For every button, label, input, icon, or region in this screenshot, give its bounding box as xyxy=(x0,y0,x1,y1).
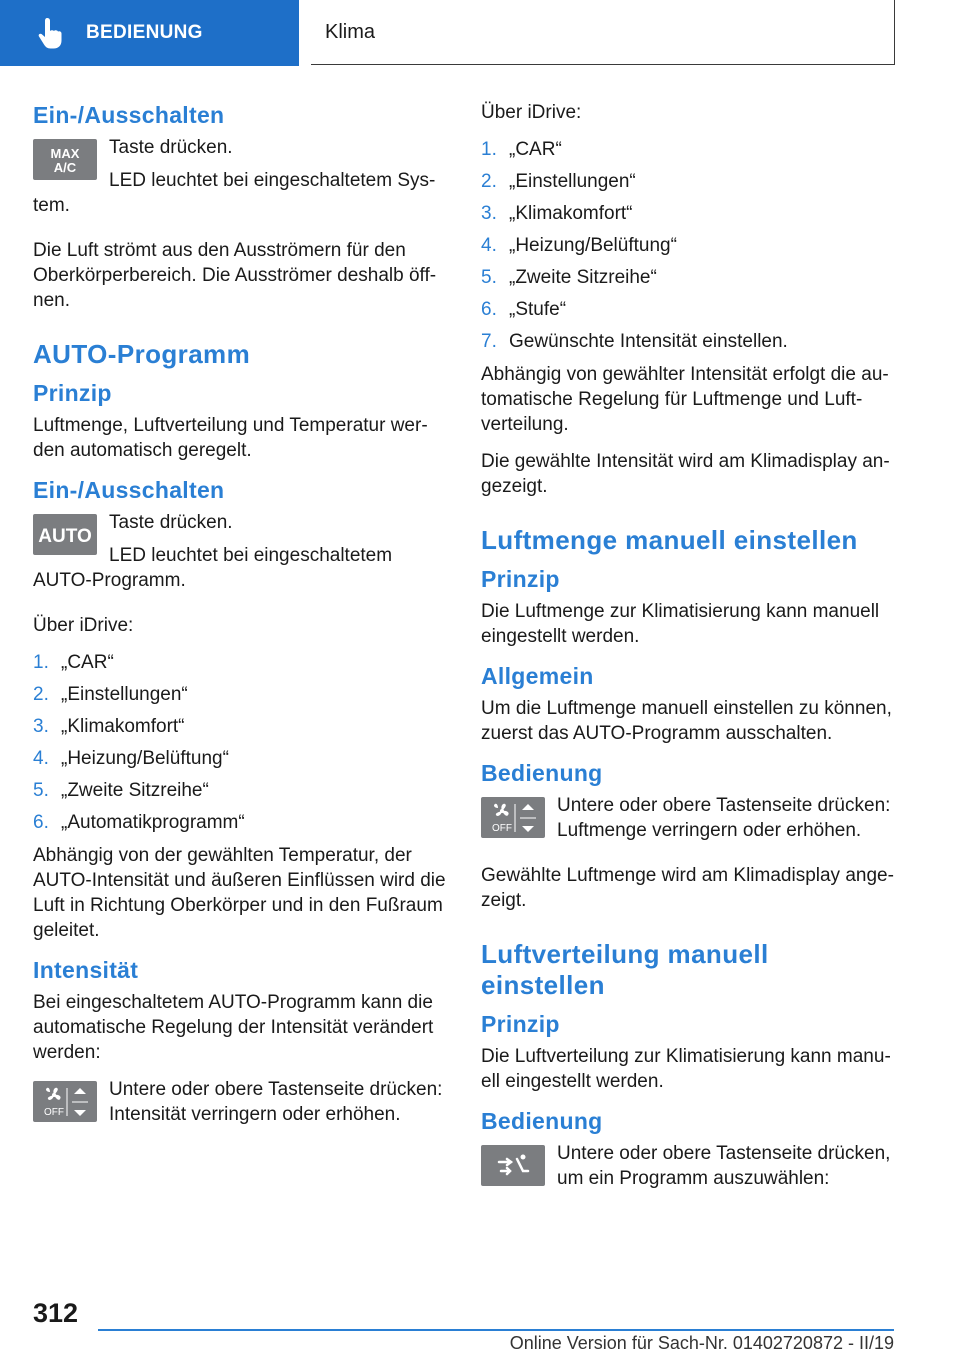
list-item: 1. „CAR“ xyxy=(481,139,562,160)
heading-on-off-auto: Ein-/Ausschalten xyxy=(33,477,225,503)
svg-text:OFF: OFF xyxy=(44,1106,64,1118)
air-distribution-button-icon xyxy=(481,1145,545,1186)
chapter-title: Klima xyxy=(325,20,376,43)
max-ac-instruction xyxy=(33,135,449,226)
paragraph-intensity-display: Die gewählte Intensität wird am Klimadisplay angezeigt. xyxy=(481,451,890,497)
auto-button-icon xyxy=(33,514,97,555)
list-item: 3. „Klimakomfort“ xyxy=(481,203,633,224)
paragraph-intensity-regulation: Abhängig von gewählter Intensität erfolgt die automatische Regelung für Luftmenge und Luftverteilung. xyxy=(481,364,889,435)
list-item: 2. „Einstellungen“ xyxy=(481,171,636,192)
instruction-press: Taste drücken. xyxy=(109,137,233,158)
paragraph-principle: Die Luftmenge zur Klimatisierung kann manuell eingestellt werden. xyxy=(481,601,880,647)
paragraph-auto-distribution: Abhängig von der gewählten Temperatur, der AUTO-Intensität und äußeren Einflüssen wird die Luft in Richtung Oberkörper und in den Fußraum geleitet. xyxy=(33,845,446,941)
max-ac-button-icon xyxy=(33,139,97,180)
instruction-led: LED leuchtet bei eingeschaltetem System. xyxy=(33,170,436,216)
heading-on-off: Ein-/Ausschalten xyxy=(33,102,225,128)
heading-general: Allgemein xyxy=(481,663,594,689)
chapter-header xyxy=(311,0,895,65)
heading-intensity: Intensität xyxy=(33,957,139,983)
svg-text:A/C: A/C xyxy=(53,159,77,175)
heading-distribution-manual: Luftverteilung manuell einstellen xyxy=(481,939,769,1000)
fan-off-rocker-icon xyxy=(481,797,545,838)
hand-touch-icon xyxy=(34,14,72,52)
instruction-press: Taste drücken. xyxy=(109,512,233,533)
list-item: 7. Gewünschte Intensität einstellen. xyxy=(481,331,788,352)
svg-text:MAX: MAX xyxy=(50,145,80,161)
idrive-label: Über iDrive: xyxy=(481,102,582,123)
paragraph-general: Um die Luftmenge manuell einstellen zu können, zuerst das AUTO-Programm ausschalten. xyxy=(481,698,892,744)
page-number: 312 xyxy=(33,1298,79,1328)
heading-principle: Prinzip xyxy=(481,566,560,592)
footer-text: Online Version für Sach-Nr. 01402720872 - II/19 xyxy=(509,1333,894,1353)
section-tab xyxy=(0,0,299,66)
svg-text:OFF: OFF xyxy=(492,822,512,834)
instruction-rocker: Untere oder obere Tastenseite drücken, um ein Programm auszuwählen: xyxy=(557,1143,891,1189)
svg-text:AUTO: AUTO xyxy=(38,525,92,547)
list-item: 5. „Zweite Sitzreihe“ xyxy=(481,267,657,288)
distribution-instruction xyxy=(481,1141,897,1199)
right-column xyxy=(481,100,897,1211)
list-item: 3. „Klimakomfort“ xyxy=(33,716,185,737)
list-item: 4. „Heizung/Belüftung“ xyxy=(481,235,677,256)
heading-operation: Bedienung xyxy=(481,760,603,786)
intensity-instruction xyxy=(33,1077,449,1135)
instruction-led: LED leuchtet bei eingeschaltetem AUTO-Programm. xyxy=(33,545,393,591)
idrive-steps xyxy=(33,650,449,835)
heading-airflow-manual: Luftmenge manuell einstellen xyxy=(481,525,858,555)
list-item: 6. „Stufe“ xyxy=(481,299,567,320)
left-column xyxy=(33,100,449,1147)
paragraph-principle: Die Luftverteilung zur Klimatisierung kann manuell eingestellt werden. xyxy=(481,1046,891,1092)
instruction-rocker: Untere oder obere Tastenseite drücken: Luftmenge verringern oder erhöhen. xyxy=(557,795,891,841)
heading-operation: Bedienung xyxy=(481,1108,603,1134)
instruction-rocker: Untere oder obere Tastenseite drücken: Intensität verringern oder erhöhen. xyxy=(109,1079,443,1125)
paragraph-airflow: Die Luft strömt aus den Ausströmern für den Oberkörperbereich. Die Ausströmer deshalb öffnen. xyxy=(33,240,437,311)
heading-auto-program: AUTO-Programm xyxy=(33,339,251,369)
idrive-label: Über iDrive: xyxy=(33,615,134,636)
list-item: 4. „Heizung/Belüftung“ xyxy=(33,748,229,769)
paragraph-airflow-display: Gewählte Luftmenge wird am Klimadisplay angezeigt. xyxy=(481,865,894,911)
list-item: 6. „Automatikprogramm“ xyxy=(33,812,245,833)
heading-principle: Prinzip xyxy=(33,380,112,406)
auto-instruction xyxy=(33,510,449,601)
section-title: BEDIENUNG xyxy=(86,22,203,43)
list-item: 5. „Zweite Sitzreihe“ xyxy=(33,780,209,801)
paragraph-intensity: Bei eingeschaltetem AUTO-Programm kann die automatische Regelung der Intensität verändert werden: xyxy=(33,992,434,1063)
list-item: 1. „CAR“ xyxy=(33,652,114,673)
fan-off-rocker-icon xyxy=(33,1081,97,1122)
idrive-steps xyxy=(481,137,897,354)
list-item: 2. „Einstellungen“ xyxy=(33,684,188,705)
footer-divider xyxy=(98,1329,894,1331)
paragraph-principle: Luftmenge, Luftverteilung und Temperatur werden automatisch geregelt. xyxy=(33,415,428,461)
airflow-instruction xyxy=(481,793,897,851)
heading-principle: Prinzip xyxy=(481,1011,560,1037)
